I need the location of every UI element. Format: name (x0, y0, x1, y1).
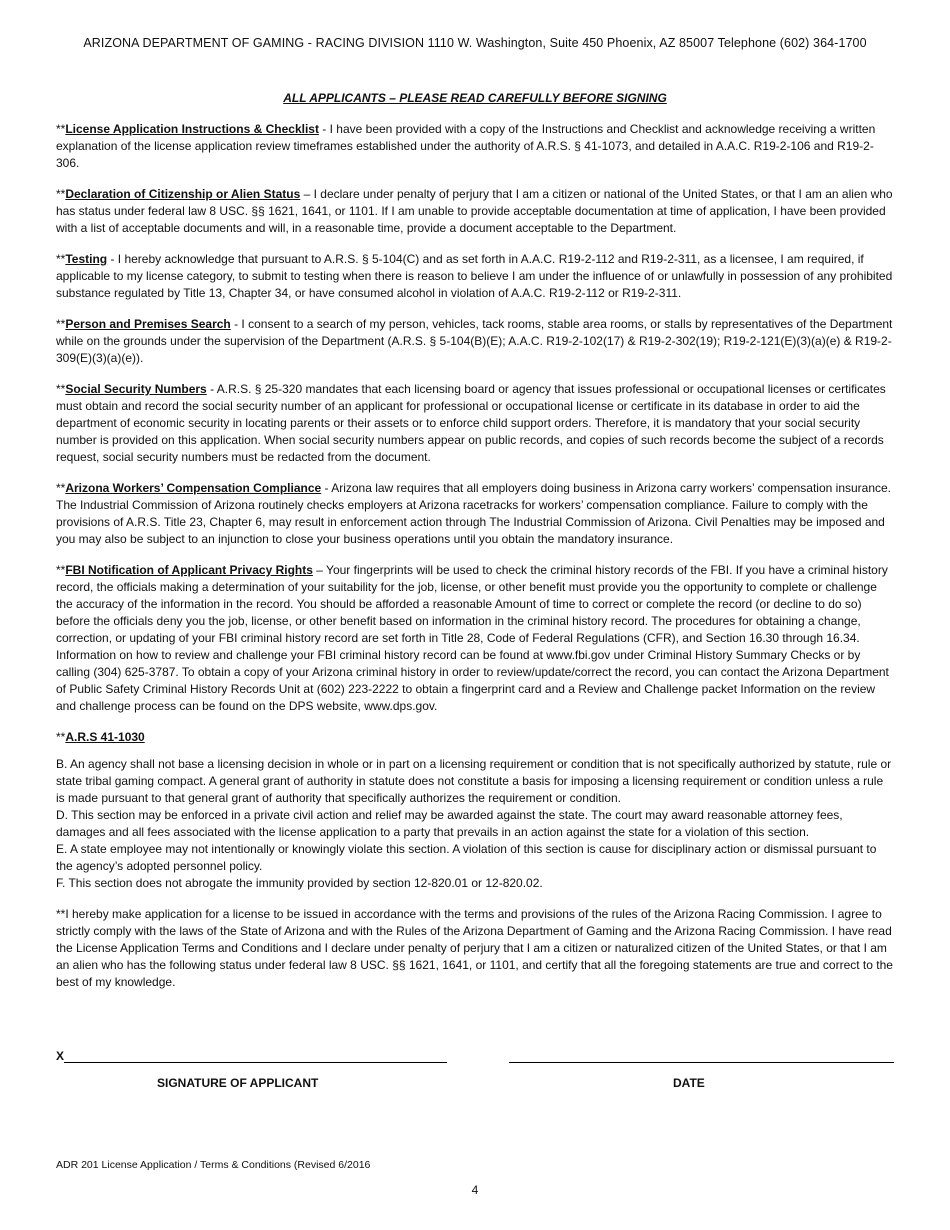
section-term: Social Security Numbers (65, 382, 207, 396)
section-term: Person and Premises Search (65, 317, 231, 331)
signature-label: SIGNATURE OF APPLICANT (157, 1076, 319, 1090)
section-prefix: ** (56, 481, 66, 495)
section-body: - Arizona law requires that all employers doing business in Arizona carry workers’ compensation insurance. The Industrial Commission of Arizona routinely checks employers at Arizona racetracks for workers’ compensation compliance. Failure to comply with the provisions of A.R.S. Title 23, Chapter 6, may result in enforcement action through The Industrial Commission of Arizona. Civil Penalties may be imposed and you may also be subject to an injunction to close your business operations until you obtain the mandatory insurance. (56, 481, 892, 546)
section-body: – Your fingerprints will be used to check the criminal history records of the FBI. If you have a criminal history record, the officials making a determination of your suitability for the job, license, or other benefit must provide you the opportunity to complete or challenge the accuracy of the information in the record. You should be afforded a reasonable Amount of time to correct or complete the record (or decline to do so) before the officials deny you the job, license, or other benefit based on information in the criminal history record. The procedures for obtaining a change, correction, or updating of your FBI criminal history record are set forth in Title 28, Code of Federal Regulations (CFR), and Section 16.30 through 16.34. Information on how to review and challenge your FBI criminal history record can be found at www.fbi.gov under Criminal History Summary Checks or by calling (304) 625-3787. To obtain a copy of your Arizona criminal history in order to review/update/correct the record, you can contact the Arizona Department of Public Safety Criminal History Records Unit at (602) 223-2222 to obtain a fingerprint card and a Review and Challenge packet Information on the review and challenge process can be found on the DPS website, www.dps.gov. (56, 563, 889, 713)
signature-line[interactable] (64, 1062, 447, 1063)
section-body: - I have been provided with a copy of the Instructions and Checklist and acknowledge receiving a written explanation of the license application review timeframes established under the authority of A.R.S. § 41-1073, and detailed in A.A.C. R19-2-106 and R19-2-306. (56, 122, 876, 170)
section-body: - I consent to a search of my person, vehicles, tack rooms, stable area rooms, or stalls by representatives of the Department while on the grounds under the supervision of the Department (A.R.S. § 5-104(B)(E); A.A.C. R19-2-102(17) & R19-2-302(19); R19-2-121(E)(3)(a)(e) & R19-2-309(E)(3)(a)(e)). (56, 317, 893, 365)
section-prefix: ** (56, 730, 66, 744)
ars-item-e: E. A state employee may not intentionally or knowingly violate this section. A violation of this section is cause for disciplinary action or dismissal pursuant to the agency’s adopted personnel policy. (56, 842, 877, 873)
page-heading: ALL APPLICANTS – PLEASE READ CAREFULLY BEFORE SIGNING (283, 91, 667, 105)
section-search (56, 316, 894, 367)
form-footer: ADR 201 License Application / Terms & Conditions (Revised 6/2016 (56, 1159, 371, 1171)
ars-item-b: B. An agency shall not base a licensing decision in whole or in part on a licensing requirement or condition that is not specifically authorized by statute, rule or state tribal gaming compact. A general grant of authority in statute does not constitute a basis for imposing a licensing requirement or condition unless a rule is made pursuant to that general grant of authority that specifically authorizes the requirement or condition. (56, 757, 892, 805)
section-fbi-privacy (56, 562, 894, 715)
section-citizenship (56, 186, 894, 237)
declaration-paragraph: **I hereby make application for a license to be issued in accordance with the terms and provisions of the rules of the Arizona Racing Commission. I agree to strictly comply with the laws of the State of Arizona and with the Rules of the Arizona Department of Gaming and the Arizona Racing Commission. I have read the License Application Terms and Conditions and I declare under penalty of perjury that I am a citizen or naturalized citizen of the United States, or that I am an alien who has the following status under federal law 8 USC. §§ 1621, 1641, or 1101, and certify that all the foregoing statements are true and correct to the best of my knowledge. (56, 907, 893, 989)
section-workers-comp (56, 480, 894, 548)
section-body: – I declare under penalty of perjury that I am a citizen or national of the United States, or that I am an alien who has status under federal law 8 USC. §§ 1621, 1641, or 1101. If I am unable to provide acceptable documentation at time of application, I have been provided with a list of acceptable documents and will, in a reasonable time, provide a document acceptable to the Department. (56, 187, 893, 235)
date-label: DATE (673, 1076, 705, 1090)
section-term: License Application Instructions & Checklist (65, 122, 319, 136)
section-prefix: ** (56, 252, 66, 266)
section-term: Testing (65, 252, 108, 266)
section-prefix: ** (56, 317, 66, 331)
section-prefix: ** (56, 382, 66, 396)
section-instructions (56, 121, 894, 172)
section-prefix: ** (56, 187, 66, 201)
section-social-security (56, 381, 894, 466)
section-term: A.R.S 41-1030 (65, 730, 145, 744)
date-line[interactable] (509, 1062, 894, 1063)
page-number: 4 (471, 1183, 479, 1197)
ars-item-f: F. This section does not abrogate the immunity provided by section 12-820.01 or 12-820.02. (56, 876, 543, 890)
section-term: Declaration of Citizenship or Alien Status (65, 187, 301, 201)
ars-items (56, 756, 894, 892)
agency-header: ARIZONA DEPARTMENT OF GAMING - RACING DIVISION 1110 W. Washington, Suite 450 Phoenix, AZ 85007 Telephone (602) 364-1700 (83, 36, 867, 50)
section-prefix: ** (56, 563, 66, 577)
ars-item-d: D. This section may be enforced in a private civil action and relief may be awarded against the state. The court may award reasonable attorney fees, damages and all fees associated with the license application to a party that prevails in an action against the state for a violation of this section. (56, 808, 843, 839)
section-term: FBI Notification of Applicant Privacy Rights (65, 563, 313, 577)
ars-heading (56, 729, 894, 746)
section-body: - A.R.S. § 25-320 mandates that each licensing board or agency that issues professional or occupational licenses or certificates must obtain and record the social security number of an applicant for professional or occupational license or certificate in its database in order to aid the department of economic security in locating parents or their assets or to enforce child support orders. Therefore, it is mandatory that your social security number is provided on this application. When social security numbers appear on public records, and copies of such records become the subject of a records request, social security numbers must be redacted from the document. (56, 382, 886, 464)
terms-content (56, 121, 894, 1005)
section-prefix: ** (56, 122, 66, 136)
section-testing (56, 251, 894, 302)
signature-x-mark: X (56, 1049, 65, 1063)
section-term: Arizona Workers’ Compensation Compliance (65, 481, 322, 495)
section-body: - I hereby acknowledge that pursuant to A.R.S. § 5-104(C) and as set forth in A.A.C. R19-2-112 and R19-2-311, as a licensee, I am required, if applicable to my license category, to submit to testing when there is reason to believe I am under the influence of or unlawfully in possession of any prohibited substance regulated by Title 13, Chapter 34, or have consumed alcohol in violation of A.A.C. R19-2-112 or R19-2-311. (56, 252, 893, 300)
